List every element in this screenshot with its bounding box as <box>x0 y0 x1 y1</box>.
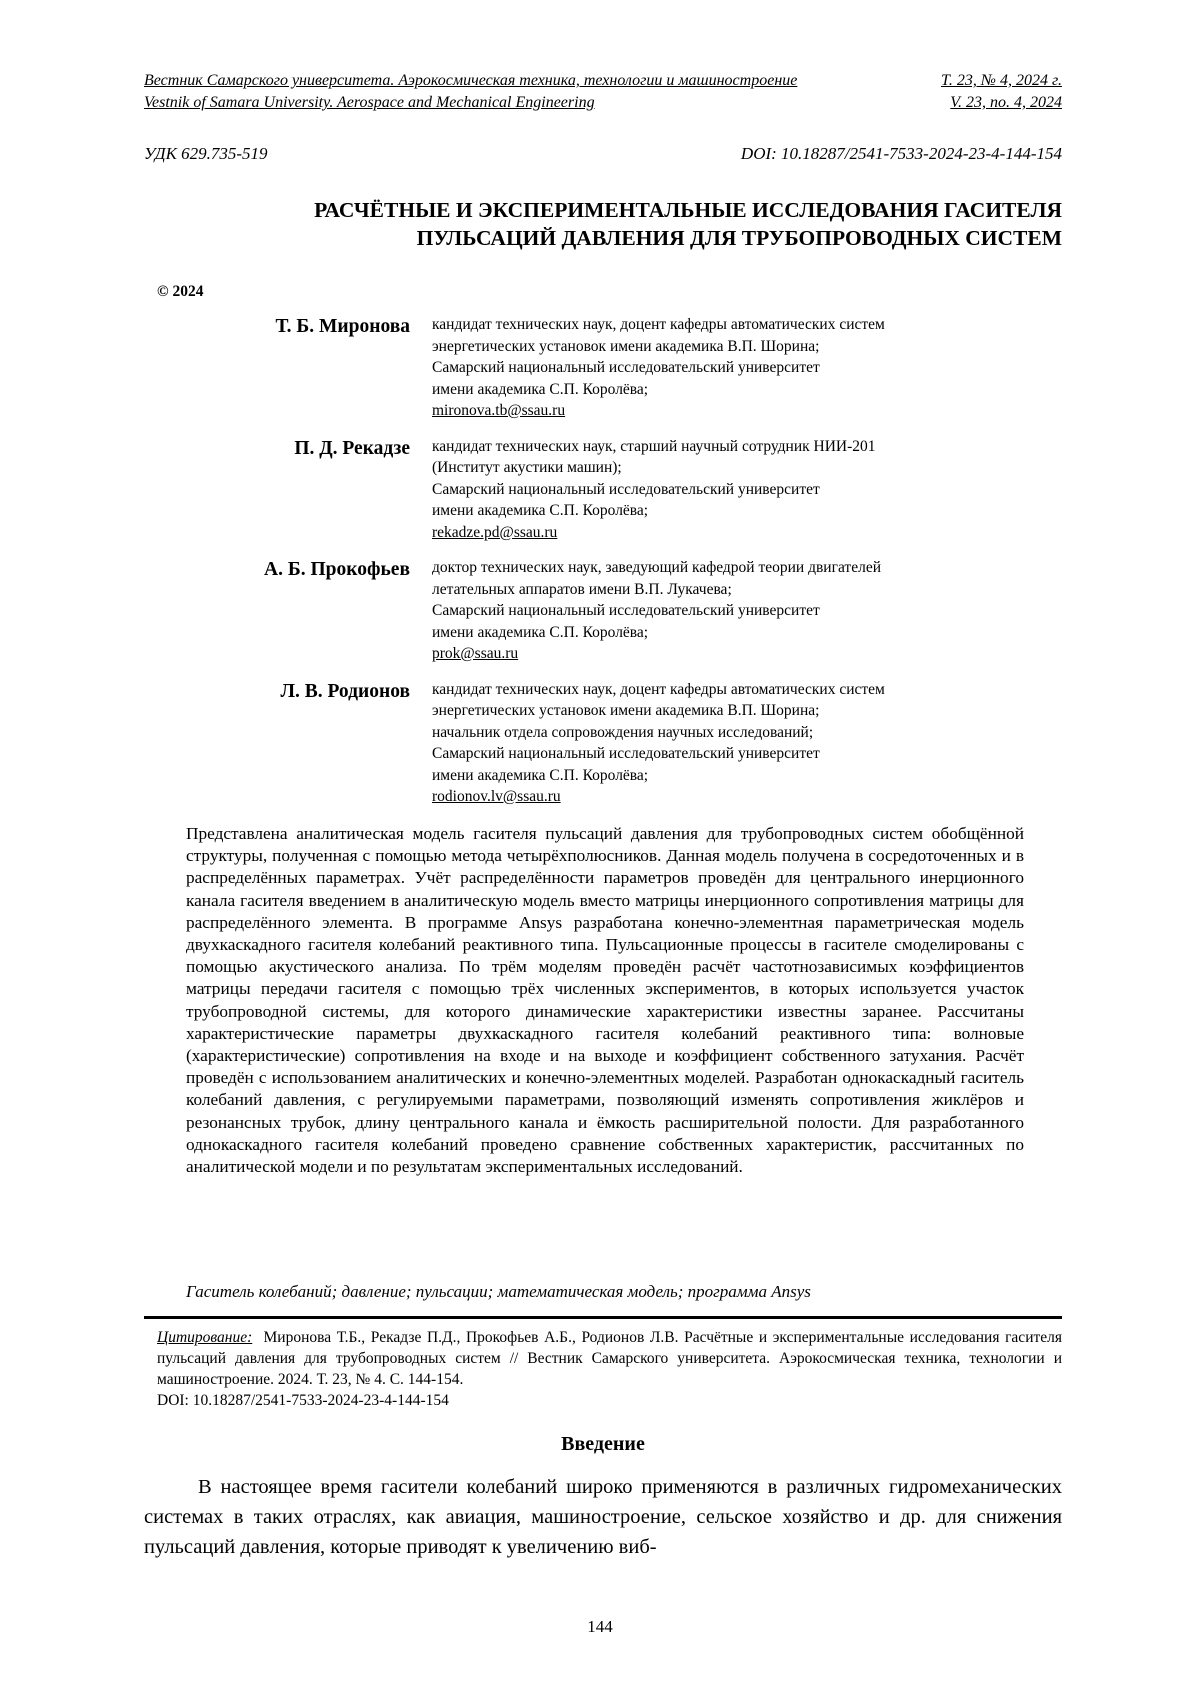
author-affiliation <box>432 314 1032 422</box>
author-affiliation <box>432 679 1032 808</box>
author-name: Т. Б. Миронова <box>275 316 410 337</box>
author-affiliation <box>432 557 1032 665</box>
section-divider <box>144 1316 1062 1319</box>
journal-line-ru <box>144 70 1062 92</box>
journal-name-en: Vestnik of Samara University. Aerospace and Mechanical Engineering <box>144 94 595 111</box>
affiliation-line: имени академика С.П. Королёва; <box>432 766 649 784</box>
affiliation-line: имени академика С.П. Королёва; <box>432 502 649 519</box>
affiliation-line: кандидат технических наук, доцент кафедры автоматических систем <box>432 316 885 333</box>
section-heading: Введение <box>561 1433 645 1455</box>
author-name: Л. В. Родионов <box>280 680 410 702</box>
affiliation-line: (Институт акустики машин); <box>432 459 622 476</box>
citation-text: Миронова Т.Б., Рекадзе П.Д., Прокофьев А.Б., Родионов Л.В. Расчётные и экспериментальные исследования гасителя пульсаций давления для трубопроводных систем // Вестник Самарского университета. Аэрокосмическая техника, технологии и машиностроение. 2024. Т. 23, № 4. С. 144-154. <box>157 1329 1063 1388</box>
udk-code: УДК 629.735-519 <box>144 144 268 163</box>
citation-block <box>157 1327 1062 1411</box>
author-email-link[interactable]: mironova.tb@ssau.ru <box>432 402 566 419</box>
author-email-link[interactable]: rodionov.lv@ssau.ru <box>432 788 561 805</box>
affiliation-line: начальник отдела сопровождения научных исследований; <box>432 723 814 741</box>
author-name: А. Б. Прокофьев <box>264 559 410 580</box>
affiliation-line: Самарский национальный исследовательский университет <box>432 745 820 762</box>
affiliation-line: летательных аппаратов имени В.П. Лукачева; <box>432 580 732 598</box>
abstract: Представлена аналитическая модель гасителя пульсаций давления для трубопроводных систем обобщённой структуры, полученная с помощью метода четырёхполюсников. Данная модель получена в сосредоточенных и в распределённых параметрах. Учёт распределённости параметров проведён для центрального инерционного канала гасителя введением в аналитическую модель вместо матрицы инерционного сопротивления матрицы для распределённого элемента. В программе Ansys разработана конечно-элементная параметрическая модель двухкаскадного гасителя колебаний реактивного типа. Пульсационные процессы в гасителе смоделированы с помощью акустического анализа. По трём моделям проведён расчёт частотнозависимых коэффициентов матрицы передачи гасителя с помощью трёх численных экспериментов, в которых используется участок трубопроводной системы, для которого динамические характеристики известны заранее. Рассчитаны характеристические параметры двухкаскадного гасителя колебаний реактивного типа: волновые (характеристические) сопротивления на входе и на выходе и коэффициент собственного затухания. Расчёт проведён с использованием аналитических и конечно-элементных моделей. Разработан однокаскадный гаситель колебаний давления, с регулируемыми параметрами, позволяющий изменять сопротивления жиклёров и резонансных трубок, длину центрального канала и ёмкость расширительной полости. Для разработанного однокаскадного гасителя колебаний проведено сравнение собственных характеристик, рассчитанных по аналитической модели и по результатам экспериментальных исследований. <box>186 824 1024 1177</box>
citation-label: Цитирование: <box>157 1329 253 1346</box>
author-name: П. Д. Рекадзе <box>294 437 410 459</box>
author-block <box>144 314 1062 422</box>
affiliation-line: Самарский национальный исследовательский университет <box>432 480 820 498</box>
affiliation-line: кандидат технических наук, старший научный сотрудник НИИ-201 <box>432 437 876 455</box>
title-line: РАСЧЁТНЫЕ И ЭКСПЕРИМЕНТАЛЬНЫЕ ИССЛЕДОВАНИЯ ГАСИТЕЛЯ <box>314 198 1062 222</box>
author-block <box>144 436 1062 544</box>
affiliation-line: имени академика С.П. Королёва; <box>432 380 649 398</box>
affiliation-line: энергетических установок имени академика В.П. Шорина; <box>432 337 820 355</box>
author-email-link[interactable]: prok@ssau.ru <box>432 645 519 662</box>
journal-line-en <box>144 92 1062 114</box>
affiliation-line: Самарский национальный исследовательский университет <box>432 602 820 619</box>
intro-paragraph: В настоящее время гасители колебаний широко применяются в различных гидромеханических системах в таких отраслях, как авиация, машиностроение, сельское хозяйство и др. для снижения пульсаций давления, которые приводят к увеличению виб- <box>144 1476 1062 1558</box>
citation-doi: DOI: 10.18287/2541-7533-2024-23-4-144-154 <box>157 1392 449 1409</box>
journal-header <box>144 70 1062 114</box>
author-list <box>144 314 1062 822</box>
doi-code: DOI: 10.18287/2541-7533-2024-23-4-144-154 <box>740 144 1062 163</box>
page-number: 144 <box>587 1617 613 1636</box>
article-title <box>144 196 1062 252</box>
author-block <box>144 679 1062 808</box>
keywords: Гаситель колебаний; давление; пульсации; математическая модель; программа Ansys <box>186 1282 811 1301</box>
affiliation-line: энергетических установок имени академика В.П. Шорина; <box>432 702 820 719</box>
affiliation-line: Самарский национальный исследовательский университет <box>432 359 820 376</box>
identifiers <box>144 144 1062 164</box>
journal-volume-en: V. 23, no. 4, 2024 <box>950 94 1062 111</box>
affiliation-line: доктор технических наук, заведующий кафедрой теории двигателей <box>432 559 881 576</box>
journal-name-ru: Вестник Самарского университета. Аэрокосмическая техника, технологии и машиностроение <box>144 72 798 89</box>
affiliation-line: кандидат технических наук, доцент кафедры автоматических систем <box>432 680 885 698</box>
author-email-link[interactable]: rekadze.pd@ssau.ru <box>432 523 558 541</box>
copyright: © 2024 <box>157 283 204 300</box>
author-affiliation <box>432 436 1032 544</box>
title-line: ПУЛЬСАЦИЙ ДАВЛЕНИЯ ДЛЯ ТРУБОПРОВОДНЫХ СИСТЕМ <box>416 226 1062 250</box>
journal-volume-ru: Т. 23, № 4, 2024 г. <box>940 72 1062 89</box>
author-block <box>144 557 1062 665</box>
affiliation-line: имени академика С.П. Королёва; <box>432 623 649 641</box>
